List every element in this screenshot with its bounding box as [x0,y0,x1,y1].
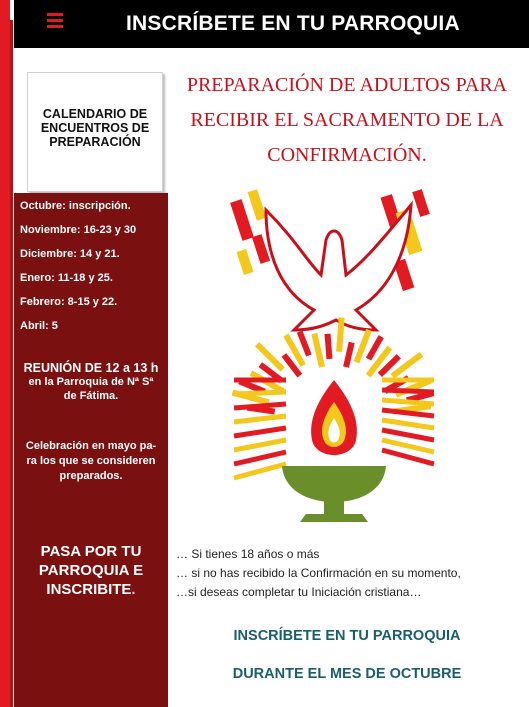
date-item: Diciembre: 14 y 21. [20,248,120,260]
list-item: … Si tienes 18 años o más [176,547,320,561]
holy-spirit-dove-flame-icon [226,180,442,542]
hamburger-menu-icon[interactable] [47,13,63,29]
calendar-title-box [27,72,163,192]
side-strip [0,0,10,707]
date-item: Abril: 5 [20,320,58,332]
celebration-info: Celebración en mayo pa- ra los que se consideren preparados. [25,440,157,482]
list-item: … si no has recibido la Confirmación en su momento, [176,566,461,580]
eligibility-list [176,545,461,602]
cta-line-1: INSCRÍBETE EN TU PARROQUIA [233,628,461,644]
visit-parish-callout: PASA POR TU PARROQUIA E INSCRIBITE. [38,543,144,598]
meeting-info: REUNIÓN DE 12 a 13 h en la Parroquia de Nª Sª de Fátima. [23,361,159,402]
date-item: Noviembre: 16-23 y 30 [20,224,137,236]
page-headline: PREPARACIÓN DE ADULTOS PARA RECIBIR EL SACRAMENTO DE LA CONFIRMACIÓN. [186,74,508,166]
side-strip-inner [10,20,13,707]
calendar-title: CALENDARIO DE ENCUENTROS DE PREPARACIÓN [40,107,150,149]
calendar-dates [20,199,136,343]
date-item: Enero: 11-18 y 25. [20,272,113,284]
list-item: …si deseas completar tu Iniciación cristiana… [176,585,422,599]
header-title: INSCRÍBETE EN TU PARROQUIA [126,12,460,35]
cta-line-2: DURANTE EL MES DE OCTUBRE [232,666,462,682]
date-item: Octubre: inscripción. [20,200,131,212]
date-item: Febrero: 8-15 y 22. [20,296,118,308]
header-bar [14,0,529,48]
